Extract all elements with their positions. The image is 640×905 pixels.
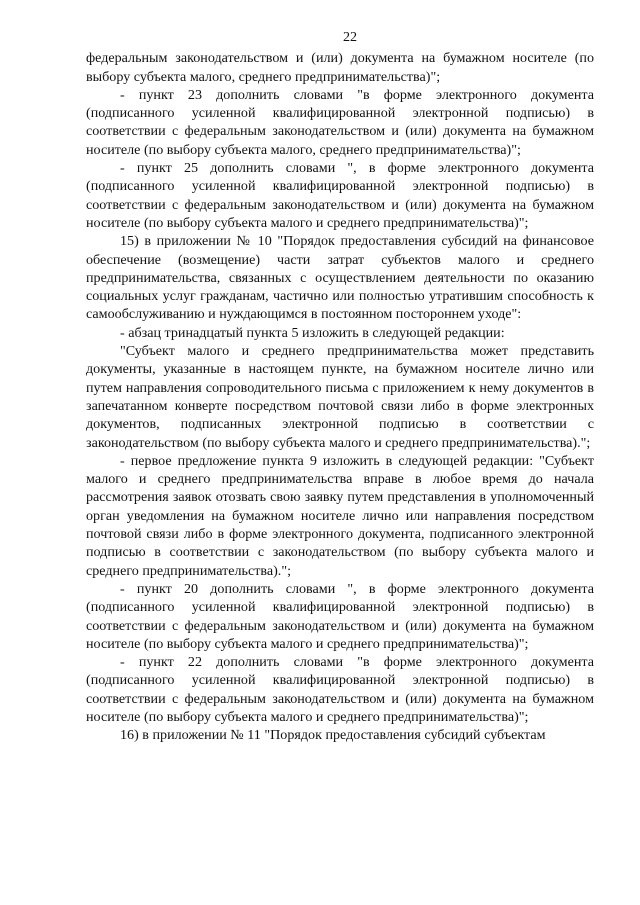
paragraph-item-20: - пункт 20 дополнить словами ", в форме электронного документа (подписанного усиленной квалифицированной электронной подписью) в соответствии с федеральным законодательством и (или) документа на бумажном носителе (по выбору субъекта малого и среднего предпринимательства)"; — [86, 580, 594, 652]
paragraph-item-25: - пункт 25 дополнить словами ", в форме электронного документа (подписанного усиленной квалифицированной электронной подписью) в соответствии с федеральным законодательством и (или) документа на бумажном носителе (по выбору субъекта малого и среднего предпринимательства)"; — [86, 160, 594, 231]
page-number: 22 — [342, 29, 358, 45]
paragraph-continuation: федеральным законодательством и (или) документа на бумажном носителе (по выбору субъекта малого, среднего предпринимательства)"; — [86, 50, 594, 85]
paragraph-section-16: 16) в приложении № 11 "Порядок предоставления субсидий субъектам — [120, 727, 546, 744]
paragraph-item-22: - пункт 22 дополнить словами "в форме электронного документа (подписанного усиленной квалифицированной электронной подписью) в соответствии с федеральным законодательством и (или) документа на бумажном носителе (по выбору субъекта малого и среднего предпринимательства)"; — [86, 654, 594, 725]
document-page — [86, 28, 594, 745]
paragraph-abzac-13: - абзац тринадцатый пункта 5 изложить в следующей редакции: — [120, 324, 505, 341]
paragraph-item-9: - первое предложение пункта 9 изложить в следующей редакции: "Субъект малого и среднего предпринимательства вправе в любое время до начала рассмотрения заявок отозвать свою заявку путем представления в уполномоченный орган уведомления на бумажном носителе лично или направления посредством почтовой связи либо в форме электронного документа, подписанного электронной подписью в соответствии с законодательством (по выбору субъекта малого и среднего предпринимательства)."; — [86, 452, 594, 579]
paragraph-quote-subject: "Субъект малого и среднего предпринимательства может представить документы, указанные в настоящем пункте, на бумажном носителе лично или путем направления сопроводительного письма с приложением к нему документов в запечатанном конверте посредством почтовой связи либо в форме электронных документов, подписанных электронной подписью в соответствии с законодательством (по выбору субъекта малого и среднего предпринимательства)."; — [86, 343, 594, 451]
paragraph-item-23: - пункт 23 дополнить словами "в форме электронного документа (подписанного усиленной квалифицированной электронной подписью) в соответствии с федеральным законодательством и (или) документа на бумажном носителе (по выбору субъекта малого, среднего предпринимательства)"; — [86, 86, 594, 158]
paragraph-section-15: 15) в приложении № 10 "Порядок предоставления субсидий на финансовое обеспечение (возмещение) части затрат субъектов малого и среднего предпринимательства, связанных с осуществлением деятельности по оказанию социальных услуг гражданам, частично или полностью утратившим способность к самообслуживанию и нуждающимся в постоянном постороннем уходе": — [86, 233, 594, 323]
